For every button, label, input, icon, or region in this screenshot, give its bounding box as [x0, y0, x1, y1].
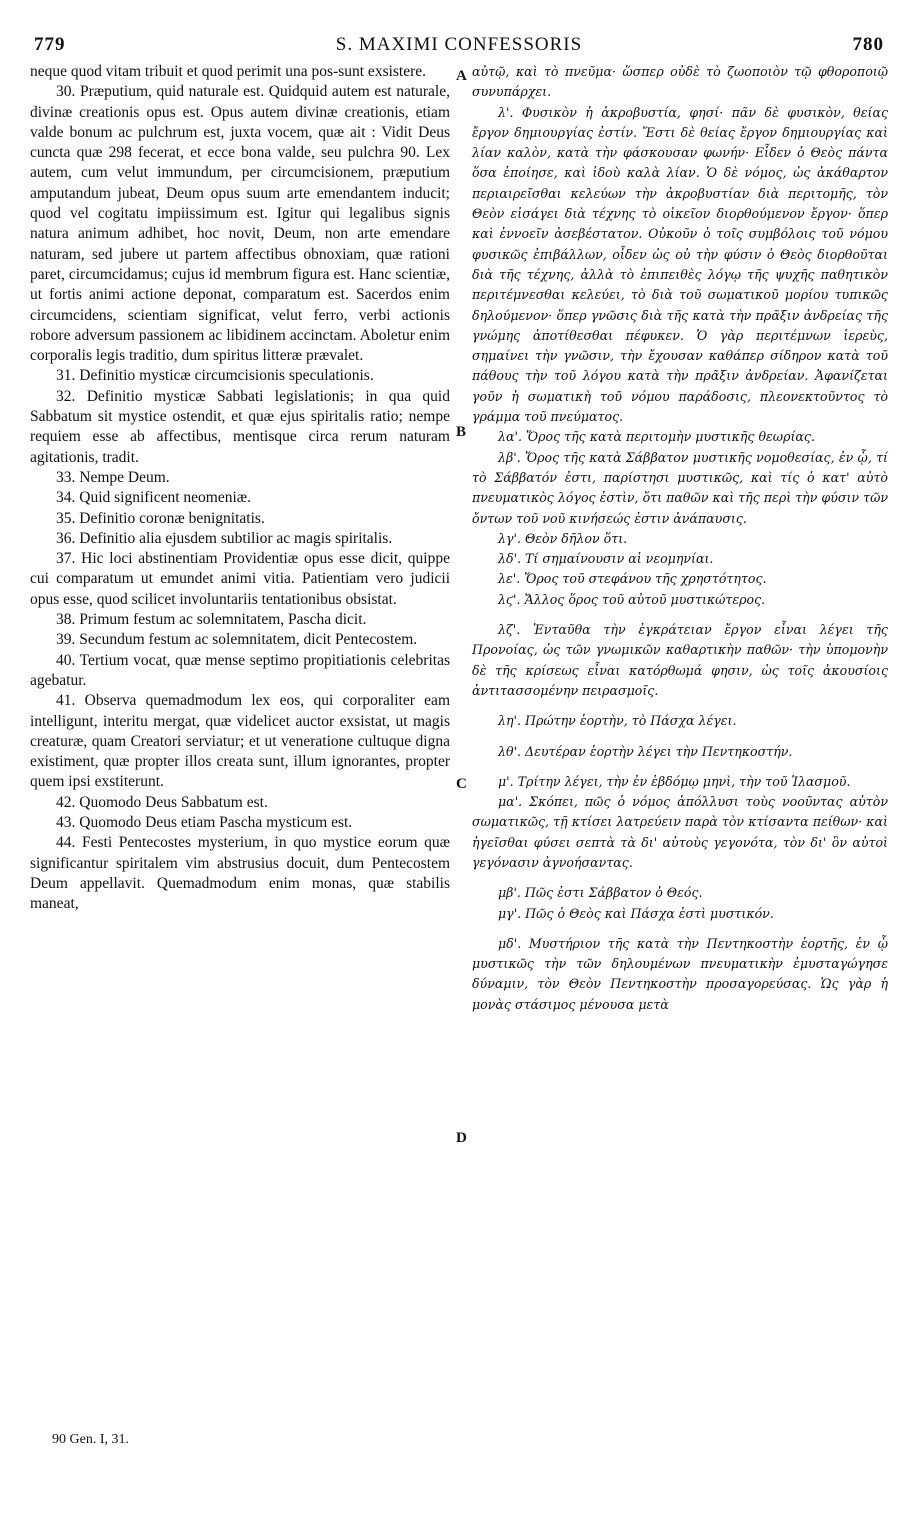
greek-paragraph: λε'. Ὅρος τοῦ στεφάνου τῆς χρηστότητος.: [498, 571, 767, 587]
greek-paragraph: λθ'. Δευτέραν ἑορτὴν λέγει τὴν Πεντηκοστήν.: [498, 743, 793, 759]
margin-marker-a: A: [456, 68, 467, 84]
greek-paragraph: λγ'. Θεὸν δῆλον ὅτι.: [498, 530, 628, 546]
greek-paragraph: λα'. Ὅρος τῆς κατὰ περιτομὴν μυστικῆς θεωρίας.: [498, 429, 815, 445]
latin-paragraph: 31. Definitio mysticæ circumcisionis speculationis.: [56, 367, 374, 385]
greek-paragraph: μδ'. Μυστήριον τῆς κατὰ τὴν Πεντηκοστὴν ἑορτῆς, ἐν ᾧ μυστικῶς τὴν τῶν δηλουμένων πνευματικὴν ἐμυσταγώγησε δύναμιν, τὸν Θεὸν Πεντηκοστὴν προσαγορεύσας. Ὡς γὰρ ἡ μονὰς στάσιμος μένουσα μετὰ: [472, 935, 888, 1012]
latin-paragraph: 37. Hic loci abstinentiam Providentiæ opus esse dicit, quippe cui comparatum ut emundet animi vitia. Patientiam vero judicii opus esse, quod scilicet involuntariis tentationibus obsistat.: [30, 550, 450, 608]
greek-column: [472, 62, 888, 1015]
greek-paragraph: λδ'. Τί σημαίνουσιν αἱ νεομηνίαι.: [498, 551, 714, 567]
greek-paragraph: μ'. Τρίτην λέγει, τὴν ἐν ἑβδόμῳ μηνὶ, τὴν τοῦ Ἱλασμοῦ.: [498, 773, 851, 789]
latin-paragraph: 35. Definitio coronæ benignitatis.: [56, 509, 265, 527]
greek-paragraph: λϛ'. Ἄλλος ὅρος τοῦ αὐτοῦ μυστικώτερος.: [498, 591, 766, 607]
footnote: 90 Gen. I, 31.: [52, 1432, 129, 1447]
greek-paragraph: λ'. Φυσικὸν ἡ ἀκροβυστία, φησί· πᾶν δὲ φυσικὸν, θείας ἔργον δημιουργίας ἐστίν. Ἔστι δὲ θείας ἔργον δημιουργίας καὶ λίαν καλὸν, κατὰ τὴν φάσκουσαν φωνήν· Εἶδεν ὁ Θεὸς πάντα ὅσα ἐποίησε, καὶ ἰδοὺ καλὰ λίαν. Ὁ δὲ νόμος, ὡς ἀκάθαρτον περιαιρεῖσθαι κελεύων τὴν ἀκροβυστίαν διὰ περιτομῆς, τὸν Θεὸν εἰσάγει διὰ τέχνης τὸ οἰκεῖον διορθούμενον ἔργον· ὅπερ καὶ ἐννοεῖν ἀσεβέστατον. Οὐκοῦν ὁ τοῖς συμβόλοις τοῦ νόμου φυσικῶς ἐπιβάλλων, οἶδεν ὡς οὐ τὴν φύσιν ὁ Θεὸς διορθοῦται διὰ τῆς τέχνης, ἀλλὰ τὸ ἐπιπειθὲς λόγῳ τῆς ψυχῆς παθητικὸν περιτέμνεσθαι κελεύει, τὸ διὰ τοῦ σωματικοῦ μορίου τυπικῶς δηλούμενον· ὅπερ γνῶσις διὰ τῆς κατὰ τὴν πρᾶξιν ἀνδρείας τῆς γνώμης ἀποτίθεσθαι πέφυκεν. Ὁ γὰρ περιτέμνων ἱερεὺς, σημαίνει τὴν γνῶσιν, τὴν ἔχουσαν καθάπερ σίδηρον κατὰ τοῦ πάθους τὴν τοῦ λόγου κατὰ τὴν πρᾶξιν ἀνδρείαν. Ἀφανίζεται γοῦν ἡ σωματικὴ τοῦ νόμου παράδοσις, πλεονεκτοῦντος τὸ γράμμα τοῦ πνεύματος.: [472, 104, 888, 425]
margin-marker-d: D: [456, 1130, 467, 1146]
latin-paragraph: 39. Secundum festum ac solemnitatem, dicit Pentecostem.: [56, 631, 418, 649]
latin-paragraph: 34. Quid significent neomeniæ.: [56, 489, 252, 507]
running-header: [34, 34, 884, 62]
latin-paragraph: 36. Definitio alia ejusdem subtilior ac magis spiritalis.: [56, 529, 393, 547]
running-title: S. MAXIMI CONFESSORIS: [335, 34, 583, 55]
latin-paragraph: 42. Quomodo Deus Sabbatum est.: [56, 793, 268, 811]
latin-paragraph: 33. Nempe Deum.: [56, 468, 170, 486]
latin-paragraph: 30. Præputium, quid naturale est. Quidquid autem est naturale, divinæ creationis opus est. Opus autem divinæ creationis, etiam valde bonum ac pulchrum est, juxta vocem, quæ ait : Vidit Deus cuncta quæ 298 fecerat, et ecce bona valde, seu pulchra 90. Lex autem, cum velut immundum, per circumcisionem, præputium amputandum jubeat, Deum opus suum arte emendantem inducit; quod vel cogitatu impiissimum est. Igitur qui legalibus signis natura animum adhibet, hoc novit, Deum, non arte emendare naturam, sed jubere ut partem affectibus obnoxiam, quæ rationi paret, circumcidamus; cujus id membrum figura est. Hanc scientiæ, ut fortis animi actione deponat, comparatum est. Sacerdos enim circumcidens, scientiam significat, velut ferro, verbi actionis robore adversum passionem ac libidinem accinctam. Aboletur enim corporalis legis traditio, dum spiritus litteræ prævalet.: [30, 83, 450, 365]
latin-paragraph: 44. Festi Pentecostes mysterium, in quo mystice eorum quæ significantur spiritalem vim abstrusius docuit, dum Pentecostem Deum appellavit. Quemadmodum enim monas, quæ stabilis maneat,: [30, 834, 450, 913]
greek-paragraph: μβ'. Πῶς ἐστι Σάββατον ὁ Θεός.: [498, 885, 703, 901]
page-number-right: 780: [852, 34, 884, 55]
greek-paragraph: μγ'. Πῶς ὁ Θεὸς καὶ Πάσχα ἐστὶ μυστικόν.: [498, 905, 774, 921]
latin-paragraph: 32. Definitio mysticæ Sabbati legislationis; in qua quid Sabbatum sit mystice ostendit, et quæ ejus spiritalis ratio; nempe requiem esse ab affectibus, mentisque circa rerum naturam agitationis, tradit.: [30, 387, 450, 466]
latin-paragraph: 43. Quomodo Deus etiam Pascha mysticum est.: [56, 813, 353, 831]
page-number-left: 779: [34, 34, 66, 55]
latin-paragraph: neque quod vitam tribuit et quod perimit una pos-sunt exsistere.: [30, 63, 427, 80]
margin-marker-b: B: [456, 424, 467, 440]
latin-paragraph: 38. Primum festum ac solemnitatem, Pascha dicit.: [56, 611, 367, 629]
margin-marker-c: C: [456, 776, 467, 792]
greek-paragraph: λβ'. Ὅρος τῆς κατὰ Σάββατον μυστικῆς νομοθεσίας, ἐν ᾧ, τί τὸ Σάββατόν ἐστι, παρίστησι μυστικῶς, καὶ τίς ὁ κατ' αὐτὸ πνευματικὸς λόγος ἐστὶν, ὅτι παθῶν καὶ τῆς περὶ τὴν φύσιν τῶν ὄντων τοῦ νοῦ κινήσεώς ἐστιν ἀνάπαυσις.: [472, 449, 888, 526]
greek-paragraph: αὐτῷ, καὶ τὸ πνεῦμα· ὥσπερ οὐδὲ τὸ ζωοποιὸν τῷ φθοροποιῷ συνυπάρχει.: [472, 64, 888, 100]
greek-paragraph: λζ'. Ἐνταῦθα τὴν ἐγκράτειαν ἔργον εἶναι λέγει τῆς Προνοίας, ὡς τῶν γνωμικῶν καθαρτικὴν παθῶν· τὴν ὑπομονὴν δὲ τῆς κρίσεως εἶναι κατόρθωμά φησιν, ὡς τοῖς ἀκουσίοις ἀντιτασσομένην πειρασμοῖς.: [472, 622, 888, 698]
latin-column: [30, 62, 450, 914]
greek-paragraph: μα'. Σκόπει, πῶς ὁ νόμος ἀπόλλυσι τοὺς νοοῦντας αὐτὸν σωματικῶς, τῇ κτίσει λατρεύειν παρὰ τὸν κτίσαντα πείθων· καὶ ἡγεῖσθαι φύσει σεπτὰ τὰ δι' αὐτοὺς γεγονότα, τὸν δι' ὃν αὐτοὶ γεγόνασιν ἀγνοήσαντας.: [472, 794, 888, 870]
latin-paragraph: 41. Observa quemadmodum lex eos, qui corporaliter eam intelligunt, interitu mergat, quæ videlicet auctor exsistat, ut magis creaturæ, quam Creatori serviatur; et ut veneratione cultuque digna existiment, quæ propter illos creata sunt, illum ignorantes, propter quem ipsi exstiterunt.: [30, 692, 450, 791]
greek-paragraph: λη'. Πρώτην ἑορτὴν, τὸ Πάσχα λέγει.: [498, 713, 737, 729]
latin-paragraph: 40. Tertium vocat, quæ mense septimo propitiationis celebritas agebatur.: [30, 651, 450, 689]
